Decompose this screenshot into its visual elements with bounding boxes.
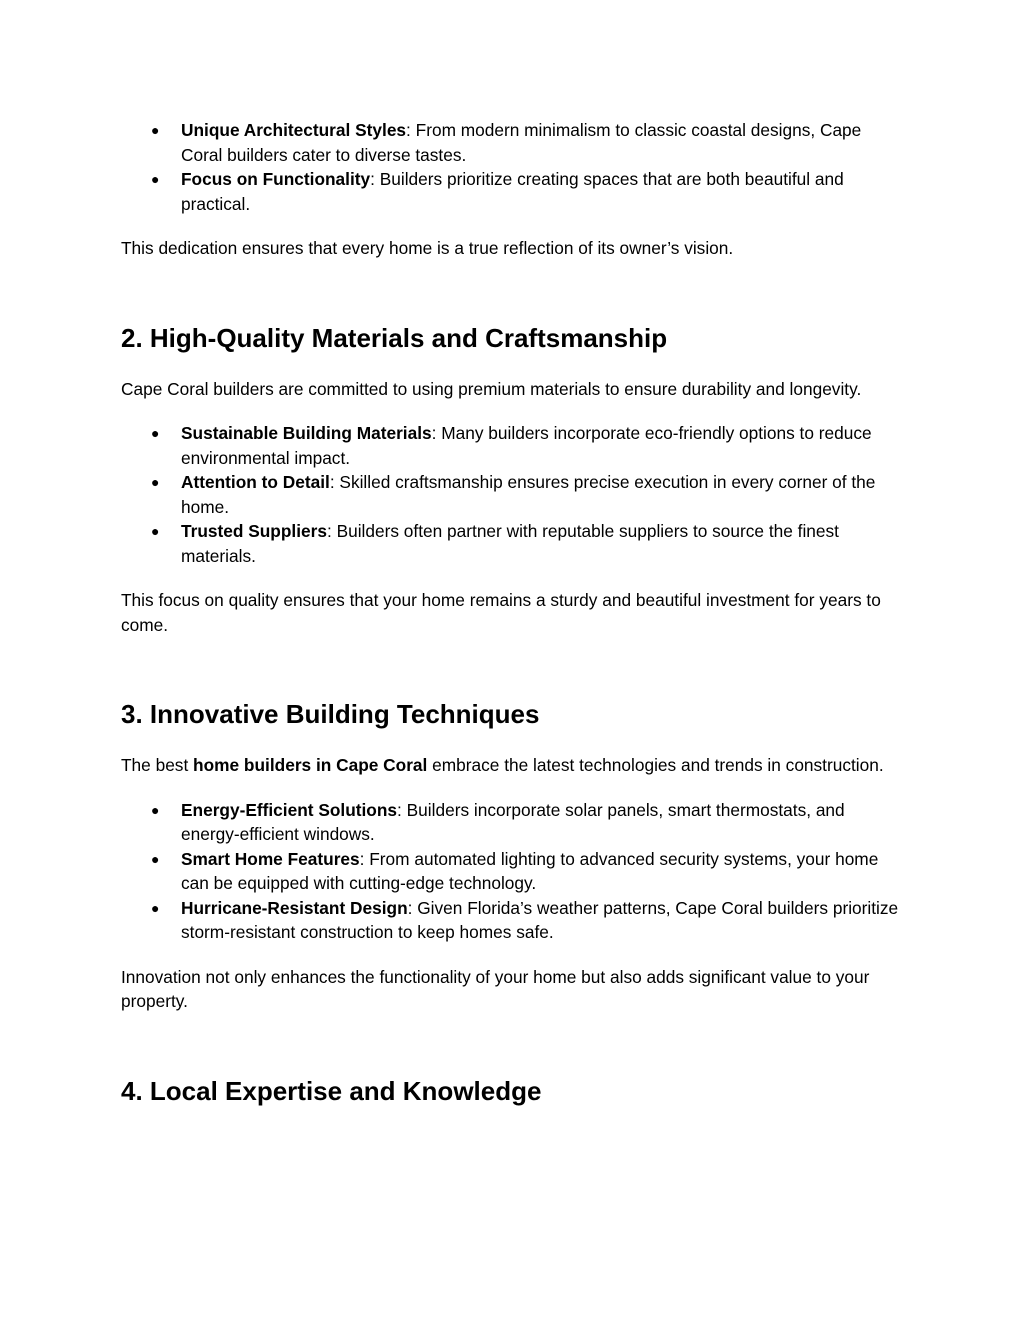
bullet-icon: ● (151, 425, 160, 441)
section-3-intro (121, 753, 901, 778)
bullet-icon: ● (151, 850, 160, 867)
bullet-term: Smart Home Features (181, 848, 360, 869)
bullet-icon: ● (151, 474, 160, 490)
bullet-text: : From automated lighting to advanced security systems, your home can be equipped with cutting-edge technology. (181, 848, 879, 893)
bullet-term: Unique Architectural Styles (181, 120, 407, 140)
bullet-text: : Skilled craftsmanship ensures precise execution in every corner of the home. (181, 472, 876, 517)
section-3-closing: Innovation not only enhances the functionality of your home but also adds significant value to your property. (121, 966, 870, 1011)
list-item (151, 519, 901, 568)
bullet-term: Focus on Functionality (181, 169, 371, 189)
list-item (151, 798, 901, 847)
bullet-term: Hurricane-Resistant Design (181, 897, 408, 918)
intro-text: embrace the latest technologies and trends in construction. (427, 755, 884, 775)
bullet-text: : Many builders incorporate eco-friendly options to reduce environmental impact. (181, 423, 872, 468)
bullet-text: : Builders often partner with reputable suppliers to source the finest materials. (181, 521, 839, 566)
section-2-heading: 2. High-Quality Materials and Craftsmanship (121, 322, 668, 353)
intro-text: The best (121, 755, 194, 775)
list-item (151, 847, 901, 896)
intro-closing-paragraph: This dedication ensures that every home is a true reflection of its owner’s vision. (121, 238, 734, 258)
section-2-intro: Cape Coral builders are committed to using premium materials to ensure durability and longevity. (121, 378, 862, 399)
bullet-text: : Given Florida’s weather patterns, Cape Coral builders prioritize storm-resistant construction to keep homes safe. (181, 897, 899, 942)
bullet-text: : From modern minimalism to classic coastal designs, Cape Coral builders cater to diverse tastes. (181, 120, 862, 165)
list-item (151, 167, 901, 216)
section-2-closing: This focus on quality ensures that your home remains a sturdy and beautiful investment for years to come. (121, 590, 881, 635)
document-content (121, 118, 901, 1106)
section-2-bullet-list (121, 421, 901, 568)
list-item (151, 421, 901, 470)
bullet-icon: ● (151, 523, 160, 539)
intro-keyword: home builders in Cape Coral (193, 755, 428, 775)
section-3-heading: 3. Innovative Building Techniques (121, 699, 540, 729)
bullet-icon: ● (151, 801, 160, 818)
bullet-icon: ● (151, 122, 160, 138)
bullet-term: Sustainable Building Materials (181, 423, 432, 443)
section-3-bullet-list (121, 798, 901, 945)
intro-bullet-list (121, 118, 901, 216)
bullet-term: Energy-Efficient Solutions (181, 799, 398, 820)
section-4-heading: 4. Local Expertise and Knowledge (121, 1075, 542, 1106)
bullet-term: Attention to Detail (181, 472, 330, 492)
list-item (151, 118, 901, 167)
bullet-text: : Builders prioritize creating spaces that are both beautiful and practical. (181, 169, 844, 214)
bullet-icon: ● (151, 899, 160, 916)
list-item (151, 470, 901, 519)
bullet-term: Trusted Suppliers (181, 521, 327, 541)
list-item (151, 896, 901, 945)
bullet-text: : Builders incorporate solar panels, smart thermostats, and energy-efficient windows. (181, 799, 845, 844)
bullet-icon: ● (151, 171, 160, 187)
